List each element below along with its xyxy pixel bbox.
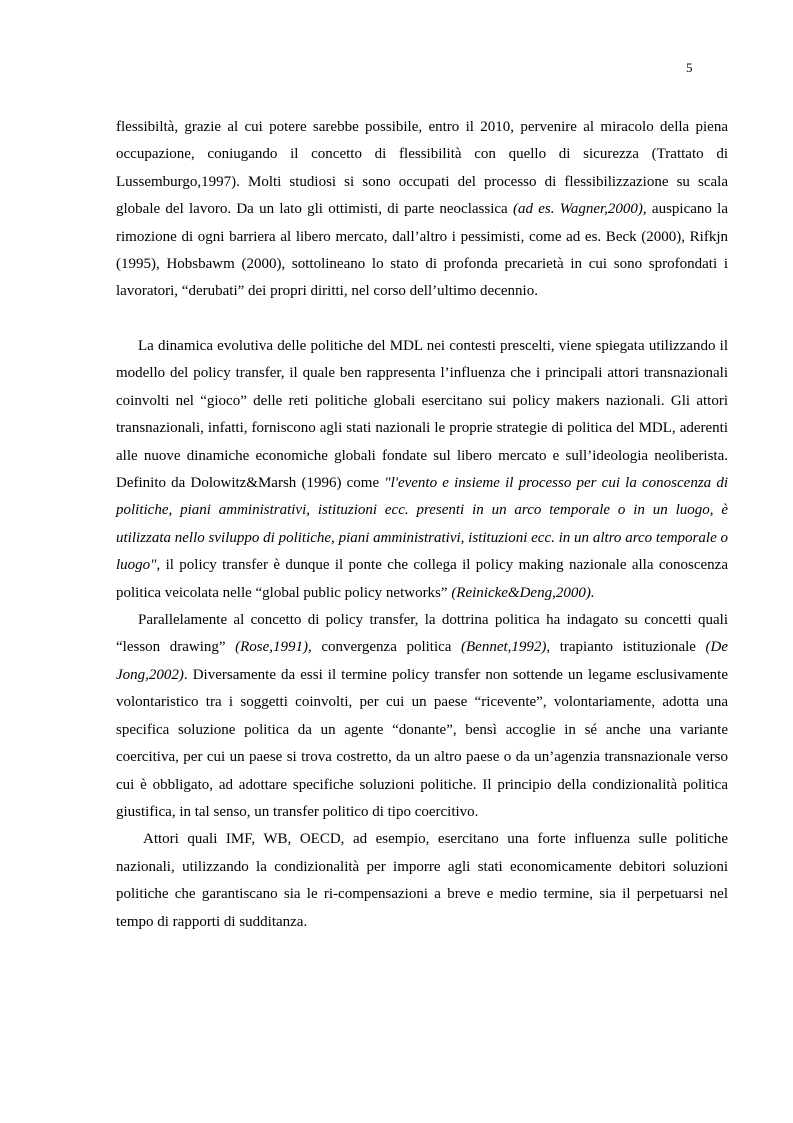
text-block-top — [116, 114, 728, 306]
text-run: La dinamica evolutiva delle politiche del MDL nei contesti prescelti, viene spiegata utilizzando il modello del policy transfer, il quale ben rappresenta l’influenza che i principali attori transnazionali coinvolti nel “gioco” delle reti politiche globali esercitano sui policy makers nazionali. Gli attori transnazionali, infatti, forniscono agli stati nazionali le proprie strategie di politica del MDL, aderenti alle nuove dinamiche economiche globali fondate sul libero mercato e sull’ideologia neoliberista. Definito da Dolowitz&Marsh (1996) come — [116, 338, 728, 492]
paragraph — [116, 826, 728, 936]
text-run: . Diversamente da essi il termine policy transfer non sottende un legame esclusivamente volontaristico tra i soggetti coinvolti, per cui un paese “ricevente”, volontariamente, adotta una specifica soluzione politica da un agente “donante”, bensì accoglie in sé anche una variante coercitiva, per cui un paese si trova costretto, da un altro paese o da un’agenzia transnazionale verso cui è obbligato, ad adottare specifiche soluzioni politiche. Il principio della condizionalità politica giustifica, in tal senso, un transfer politico di tipo coercitivo. — [116, 666, 728, 820]
page-number: 5 — [686, 60, 693, 75]
text-block-main — [116, 333, 728, 936]
italic-text: (Rose,1991) — [235, 639, 309, 656]
italic-text: (Reinicke&Deng,2000). — [451, 584, 595, 601]
text-run: , convergenza politica — [308, 639, 462, 656]
text-run: , il policy transfer è dunque il ponte che collega il policy making nazionale alla conoscenza politica veicolata nelle “global public policy networks” — [116, 557, 728, 601]
text-run: Attori quali IMF, WB, OECD, ad esempio, esercitano una forte influenza sulle politiche nazionali, utilizzando la condizionalità per imporre agli stati economicamente debitori soluzioni politiche che garantiscano sia le ri-compensazioni a breve e medio termine, sia il perpetuarsi nel tempo di rapporti di sudditanza. — [116, 831, 728, 930]
text-run: flessibiltà, grazie al cui potere sarebbe possibile, entro il 2010, pervenire al miracolo della piena occupazione, coniugando il concetto di flessibilità con quello di sicurezza (Trattato di Lussemburgo,1997). Molti studiosi si sono occupati del processo di flessibilizzazione su scala globale del lavoro. Da un lato gli ottimisti, di parte neoclassica — [116, 119, 728, 218]
text-run: , trapianto istituzionale — [546, 639, 706, 656]
paragraph — [116, 114, 728, 306]
text-run: , auspicano la rimozione di ogni barriera al libero mercato, dall’altro i pessimisti, come ad es. Beck (2000), Rifkjn (1995), Hobsbawm (2000), sottolineano lo stato di profonda precarietà in cui sono sprofondati i lavoratori, “derubati” dei propri diritti, nel corso dell’ultimo decennio. — [116, 201, 728, 300]
italic-text: "l'evento e insieme il processo per cui la conoscenza di politiche, piani amministrativi, istituzioni ecc. presenti in un arco temporale o in un luogo, è utilizzata nello sviluppo di politiche, piani amministrativi, istituzioni ecc. in un altro arco temporale o luogo" — [116, 475, 728, 574]
italic-text: (De Jong,2002) — [116, 639, 729, 683]
paragraph — [116, 607, 728, 826]
text-run: Parallelamente al concetto di policy transfer, la dottrina politica ha indagato su concetti quali “lesson drawing” — [116, 612, 728, 656]
paragraph — [116, 333, 728, 607]
italic-text: (Bennet,1992) — [461, 639, 547, 656]
italic-text: (ad es. Wagner,2000) — [512, 201, 643, 218]
